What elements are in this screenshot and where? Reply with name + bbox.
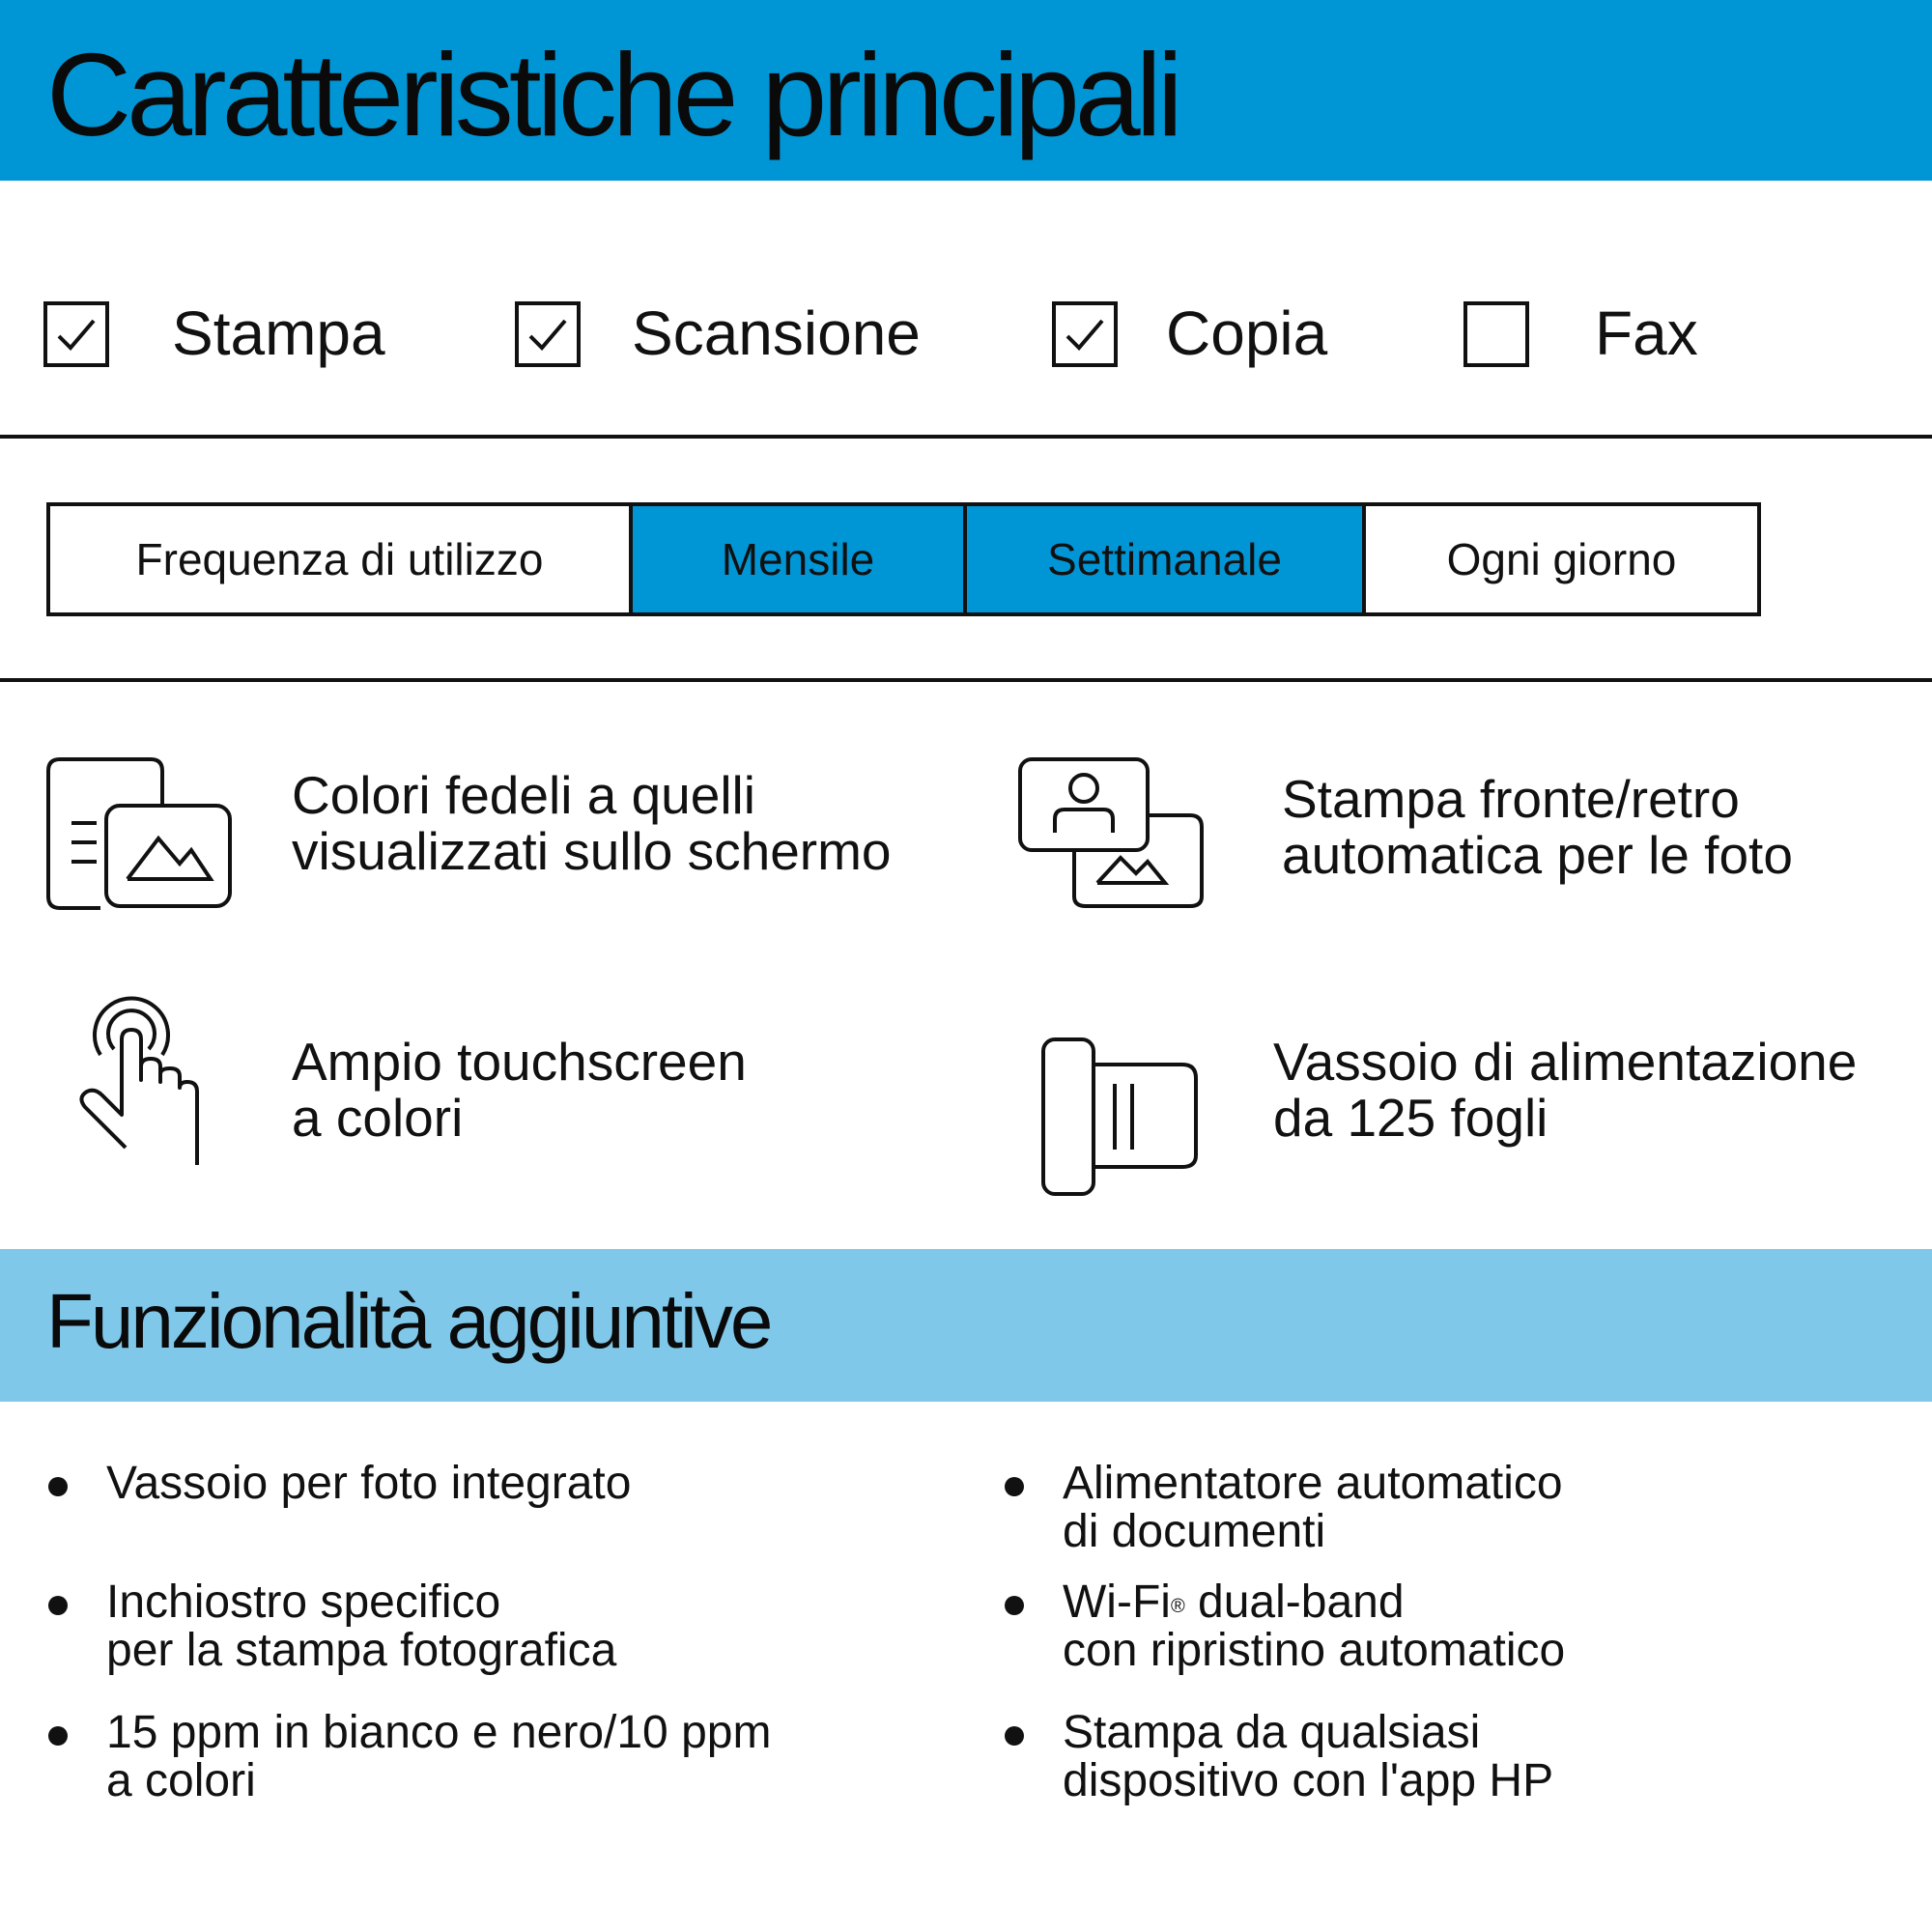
two-sided-photo-icon xyxy=(1014,755,1208,910)
function-label: Fax xyxy=(1595,298,1698,368)
frequency-option-mensile: Mensile xyxy=(629,506,963,612)
list-item-line: con ripristino automatico xyxy=(1063,1625,1566,1676)
additional-title: Funzionalità aggiuntive xyxy=(46,1278,771,1364)
feature-line: Ampio touchscreen xyxy=(292,1032,747,1092)
bullet-icon xyxy=(48,1726,68,1746)
divider xyxy=(0,678,1932,682)
frequency-option-ogni-giorno: Ogni giorno xyxy=(1362,506,1757,612)
touch-hand-icon xyxy=(75,995,211,1169)
feature-line: automatica per le foto xyxy=(1282,825,1793,885)
list-item-line: 15 ppm in bianco e nero/10 ppm xyxy=(106,1707,772,1758)
list-item-line xyxy=(1063,1578,1565,1627)
functions-row xyxy=(0,290,1932,386)
dual-band-text: dual-band xyxy=(1184,1577,1405,1628)
divider xyxy=(0,435,1932,439)
registered-mark: ® xyxy=(1170,1596,1185,1617)
feature-line: visualizzati sullo schermo xyxy=(292,821,892,881)
list-item-line: dispositivo con l'app HP xyxy=(1063,1755,1554,1806)
list-item-line: Inchiostro specifico xyxy=(106,1577,501,1628)
feature-line: a colori xyxy=(292,1088,464,1148)
checkbox-checked-icon xyxy=(43,301,109,367)
feature-line: Colori fedeli a quelli xyxy=(292,765,755,825)
bullet-icon xyxy=(48,1596,68,1615)
feature-text-tray xyxy=(1273,1034,1857,1146)
feature-line: Vassoio di alimentazione xyxy=(1273,1032,1858,1092)
feature-text-duplex xyxy=(1282,771,1793,883)
list-item xyxy=(106,1709,771,1805)
list-item xyxy=(1063,1578,1565,1675)
list-item-line: Stampa da qualsiasi xyxy=(1063,1707,1481,1758)
checkbox-checked-icon xyxy=(1052,301,1118,367)
photo-documents-icon xyxy=(43,753,236,913)
usage-frequency-table xyxy=(46,502,1761,616)
page-title: Caratteristiche principali xyxy=(46,29,1179,160)
wifi-text: Wi-Fi xyxy=(1063,1577,1171,1628)
feature-text-touchscreen xyxy=(292,1034,747,1146)
list-item xyxy=(1063,1460,1563,1556)
checkbox-unchecked-icon xyxy=(1463,301,1529,367)
checkbox-checked-icon xyxy=(515,301,581,367)
list-item xyxy=(106,1460,631,1508)
feature-line: Stampa fronte/retro xyxy=(1282,769,1740,829)
feature-text-colors xyxy=(292,767,892,879)
list-item-line: di documenti xyxy=(1063,1506,1326,1557)
list-item xyxy=(106,1578,616,1675)
frequency-option-settimanale: Settimanale xyxy=(963,506,1362,612)
bullet-icon xyxy=(1005,1726,1024,1746)
function-label: Stampa xyxy=(172,298,385,368)
frequency-label: Frequenza di utilizzo xyxy=(135,534,544,584)
bullet-icon xyxy=(1005,1477,1024,1496)
paper-tray-icon xyxy=(1037,1034,1202,1198)
list-item xyxy=(1063,1709,1553,1805)
function-label: Scansione xyxy=(632,298,921,368)
feature-line: da 125 fogli xyxy=(1273,1088,1548,1148)
bullet-icon xyxy=(48,1477,68,1496)
bullet-icon xyxy=(1005,1596,1024,1615)
list-item-line: Vassoio per foto integrato xyxy=(106,1458,632,1509)
list-item-line: Alimentatore automatico xyxy=(1063,1458,1563,1509)
function-label: Copia xyxy=(1166,298,1328,368)
list-item-line: a colori xyxy=(106,1755,256,1806)
list-item-line: per la stampa fotografica xyxy=(106,1625,617,1676)
